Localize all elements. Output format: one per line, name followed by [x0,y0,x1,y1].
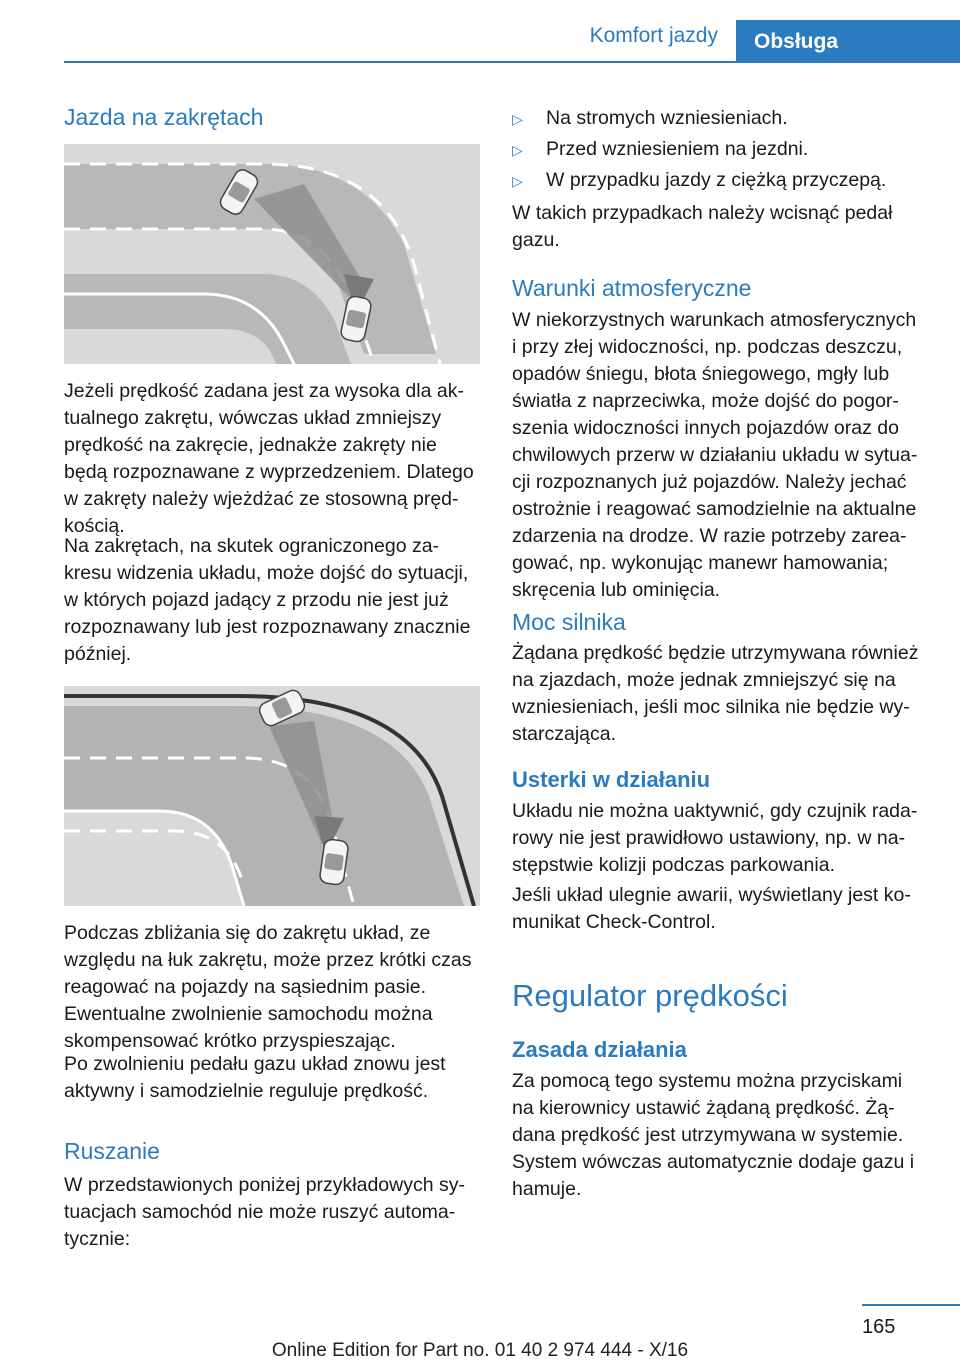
heading-principle: Zasada działania [512,1037,687,1062]
heading-weather: Warunki atmosferyczne [512,275,752,301]
paragraph-starting: W przedstawionych poniżej przykładowych sy- tuacjach samochód nie może ruszyć automa- tycznie: [64,1174,465,1250]
header-chapter-tab: Obsługa [736,20,960,63]
paragraph-adjacent-lane: Podczas zbliżania się do zakrętu układ, ze względu na łuk zakrętu, może przez krótki czas reagować na pojazdy na sąsiednim pasie. Ewentualne zwolnienie samochodu można skompensować krótko przyspieszając. [64,922,472,1052]
heading-starting: Ruszanie [64,1138,160,1164]
heading-malfunction: Usterki w działaniu [512,767,711,792]
paragraph-pedal-release: Po zwolnieniu pedału gazu układ znowu jest aktywny i samodzielnie reguluje prędkość. [64,1053,446,1102]
triangle-bullet-icon: ▷ [512,173,523,189]
curve-road-illustration-2 [64,686,480,906]
heading-curves: Jazda na zakrętach [64,104,264,130]
paragraph-malfunction-radar: Układu nie można uaktywnić, gdy czujnik rada- rowy nie jest prawidłowo ustawiony, np. w na- stępstwie kolizji podczas parkowania. [512,800,918,876]
footer-rule [862,1304,960,1306]
header-section-title: Komfort jazdy [589,24,718,47]
paragraph-malfunction-check: Jeśli układ ulegnie awarii, wyświetlany jest ko- munikat Check-Control. [512,884,911,933]
triangle-bullet-icon: ▷ [512,111,523,127]
page-number: 165 [862,1316,896,1338]
illustration-curve-1 [64,144,480,364]
curve-road-illustration-1 [64,144,480,364]
paragraph-curves-range: Na zakrętach, na skutek ograniczonego za- kresu widzenia układu, może dojść do sytuacji, w których pojazd jadący z przodu nie jest już rozpoznawany lub jest rozpoznawany znacznie później. [64,535,471,665]
edition-note: Online Edition for Part no. 01 40 2 974 444 - X/16 [271,1340,689,1361]
heading-engine-power: Moc silnika [512,609,626,635]
paragraph-engine-power: Żądana prędkość będzie utrzymywana również na zjazdach, może jednak zmniejszyć się na wzniesieniach, jeśli moc silnika nie będzie wy- starczająca. [512,642,919,745]
triangle-bullet-icon: ▷ [512,142,523,158]
paragraph-weather: W niekorzystnych warunkach atmosferycznych i przy złej widoczności, np. podczas deszczu, opadów śniegu, błota śniegowego, mgły lub światła z naprzeciwka, może dojść do pogor- szenia widoczności innych pojazdów oraz do chwilowych przerw w działaniu układu w sytua- cji rozpoznanych już pojazdów. Należy jechać ostrożnie i reagować samodzielnie na aktualne zdarzenia na drodze. W razie potrzeby zarea- gować, np. wykonując manewr hamowania; skręcenia lub ominięcia. [512,309,918,601]
paragraph-principle: Za pomocą tego systemu można przyciskami na kierownicy ustawić żądaną prędkość. Żą- dana prędkość jest utrzymywana w systemie. System wówczas automatycznie dodaje gazu i hamuje. [512,1070,915,1200]
paragraph-curves-speed: Jeżeli prędkość zadana jest za wysoka dla ak- tualnego zakrętu, wówczas układ zmniejszy prędkość na zakręcie, jednakże zakręty nie będą rozpoznawane z wyprzedzeniem. Dlatego w zakręty należy wjeżdżać ze stosowną pręd- kością. [64,380,474,537]
illustration-curve-2 [64,686,480,906]
heading-speed-regulator: Regulator prędkości [512,978,788,1013]
paragraph-press-gas: W takich przypadkach należy wcisnąć pedał gazu. [512,202,893,251]
